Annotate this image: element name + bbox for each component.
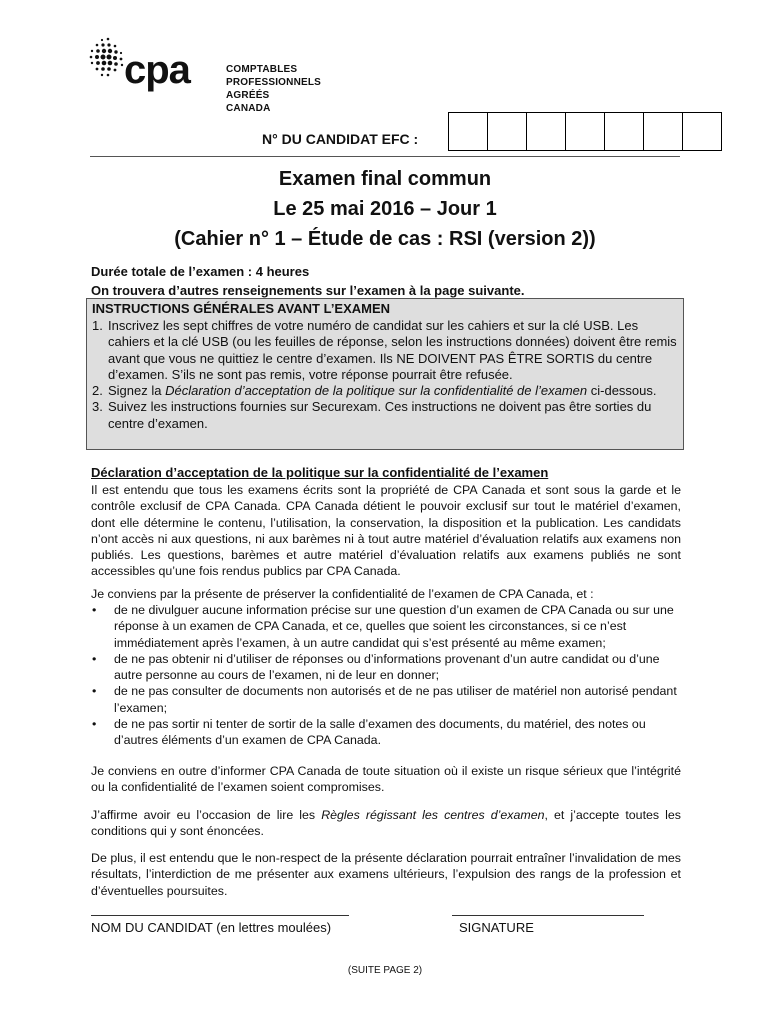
instruction-text [108,383,678,399]
instruction-number: 3. [92,399,103,415]
instruction-number: 1. [92,318,103,333]
exam-booklet: (Cahier n° 1 – Étude de cas : RSI (version 2)) [174,228,596,250]
candidate-digit-box[interactable] [605,113,644,150]
bullet-icon: • [92,603,97,617]
paragraph-part: J’affirme avoir eu l’occasion de lire les [91,808,322,822]
instruction-item [92,318,678,383]
more-info-note: On trouvera d’autres renseignements sur l’examen à la page suivante. [91,283,525,298]
bullet-text: de ne pas obtenir ni d’utiliser de réponses ou d’informations provenant d’un autre candidat ou d’une autre personne au cours de l’examen, ni de leur en donner; [114,651,660,683]
signature-line[interactable] [452,915,644,916]
instruction-text-part: Signez la [108,383,166,399]
exam-title: Examen final commun [278,168,492,190]
declaration-paragraph: Je conviens en outre d’informer CPA Canada de toute situation où il existe un risque sérieux que l’intégrité ou la confidentialité de l’examen soient compromises. [91,764,681,795]
declaration-paragraph: Il est entendu que tous les examens écrits sont la propriété de CPA Canada et sont sous la garde et le contrôle exclusif de CPA Canada. CPA Canada détient le pouvoir exclusif sur tout le matériel d’examen, dont elle détermine le contenu, l’utilisation, la conservation, la disposition et la publication. Les candidats n’ont accès ni aux questions, ni aux barèmes ni à tout autre matériel d’évaluation relatifs aux examens non publiés. Les questions, barèmes et autre matériel d’évaluation relatifs aux examens publiés ne sont accessibles qu’une fois rendus publics par CPA Canada. [91,483,681,579]
bullet-icon: • [92,717,97,732]
org-line: CANADA [226,103,271,114]
bullet-text: de ne pas consulter de documents non autorisés et de ne pas utiliser de matériel non autorisé pendant l’examen; [114,684,677,715]
org-line: PROFESSIONNELS [226,77,322,88]
declaration-bullets [91,602,681,749]
declaration-paragraph [91,807,681,840]
rules-reference: Règles régissant les centres d’examen [321,808,545,822]
bullet-icon: • [92,651,97,666]
candidate-digit-box[interactable] [683,113,721,150]
instruction-item [92,383,678,399]
instructions-title: INSTRUCTIONS GÉNÉRALES AVANT L’EXAMEN [92,301,391,316]
list-item [91,651,681,684]
declaration-paragraph: De plus, il est entendu que le non-respect de la présente déclaration pourrait entraîner l’invalidation de mes résultats, l’interdiction de me présenter aux examens ultérieurs, l’expulsion des rangs de la profession et d’éventuelles poursuites. [91,851,681,898]
instructions-list [92,318,678,432]
candidate-digit-box[interactable] [644,113,683,150]
instruction-text-part: ci-dessous. [587,383,657,399]
instruction-item [92,399,678,432]
declaration-reference: Déclaration d’acceptation de la politique sur la confidentialité de l’examen [165,383,588,399]
candidate-digit-box[interactable] [566,113,605,150]
instruction-text: Suivez les instructions fournies sur Securexam. Ces instructions ne doivent pas être sorties du centre d’examen. [108,399,652,431]
candidate-digit-box[interactable] [449,113,488,150]
list-item [91,716,681,749]
header-divider [90,156,680,157]
cpa-logo [88,36,220,116]
bullet-text: de ne divulguer aucune information précise sur une question d’un examen de CPA Canada ou sur une réponse à un examen de CPA Canada, et ce, quelles que soient les circonstances, si ce n’est immédiatement après l’examen, à un autre candidat qui s’est présenté au même examen; [114,603,674,650]
list-item [91,602,681,651]
candidate-number-boxes[interactable] [448,112,722,151]
candidate-digit-box[interactable] [488,113,527,150]
declaration-title: Déclaration d’acceptation de la politique sur la confidentialité de l’examen [91,465,549,480]
bullet-icon: • [92,684,97,699]
signature-label: SIGNATURE [459,920,534,935]
continued-note: (SUITE PAGE 2) [347,965,423,976]
instruction-number: 2. [92,383,103,399]
declaration-intro: Je conviens par la présente de préserver la confidentialité de l’examen de CPA Canada, et : [91,587,594,601]
logo-wordmark: cpa [124,48,190,92]
org-line: COMPTABLES [226,64,298,75]
exam-duration: Durée totale de l’examen : 4 heures [91,264,310,279]
name-line[interactable] [91,915,349,916]
candidate-number-label: N° DU CANDIDAT EFC : [262,131,419,147]
candidate-digit-box[interactable] [527,113,566,150]
candidate-name-label: NOM DU CANDIDAT (en lettres moulées) [91,920,332,935]
bullet-text: de ne pas sortir ni tenter de sortir de la salle d’examen des documents, du matériel, des notes ou d’autres éléments d’un examen de CPA Canada. [114,717,646,748]
instruction-text: Inscrivez les sept chiffres de votre numéro de candidat sur les cahiers et sur la clé USB. Les cahiers et la clé USB (ou les feuilles de réponse, selon les instructions données) doivent être remis avant que vous ne quittiez le centre d’examen. Ils NE DOIVENT PAS ÊTRE SORTIS du centre d’examen. S’ils ne sont pas remis, votre réponse pourrait être refusée. [108,318,677,382]
list-item [91,683,681,716]
org-name [226,63,321,115]
org-line: AGRÉÉS [226,90,270,101]
paragraph-part: , et j’accepte toutes les conditions qui y sont énoncées. [91,808,681,839]
exam-date: Le 25 mai 2016 – Jour 1 [273,198,497,220]
